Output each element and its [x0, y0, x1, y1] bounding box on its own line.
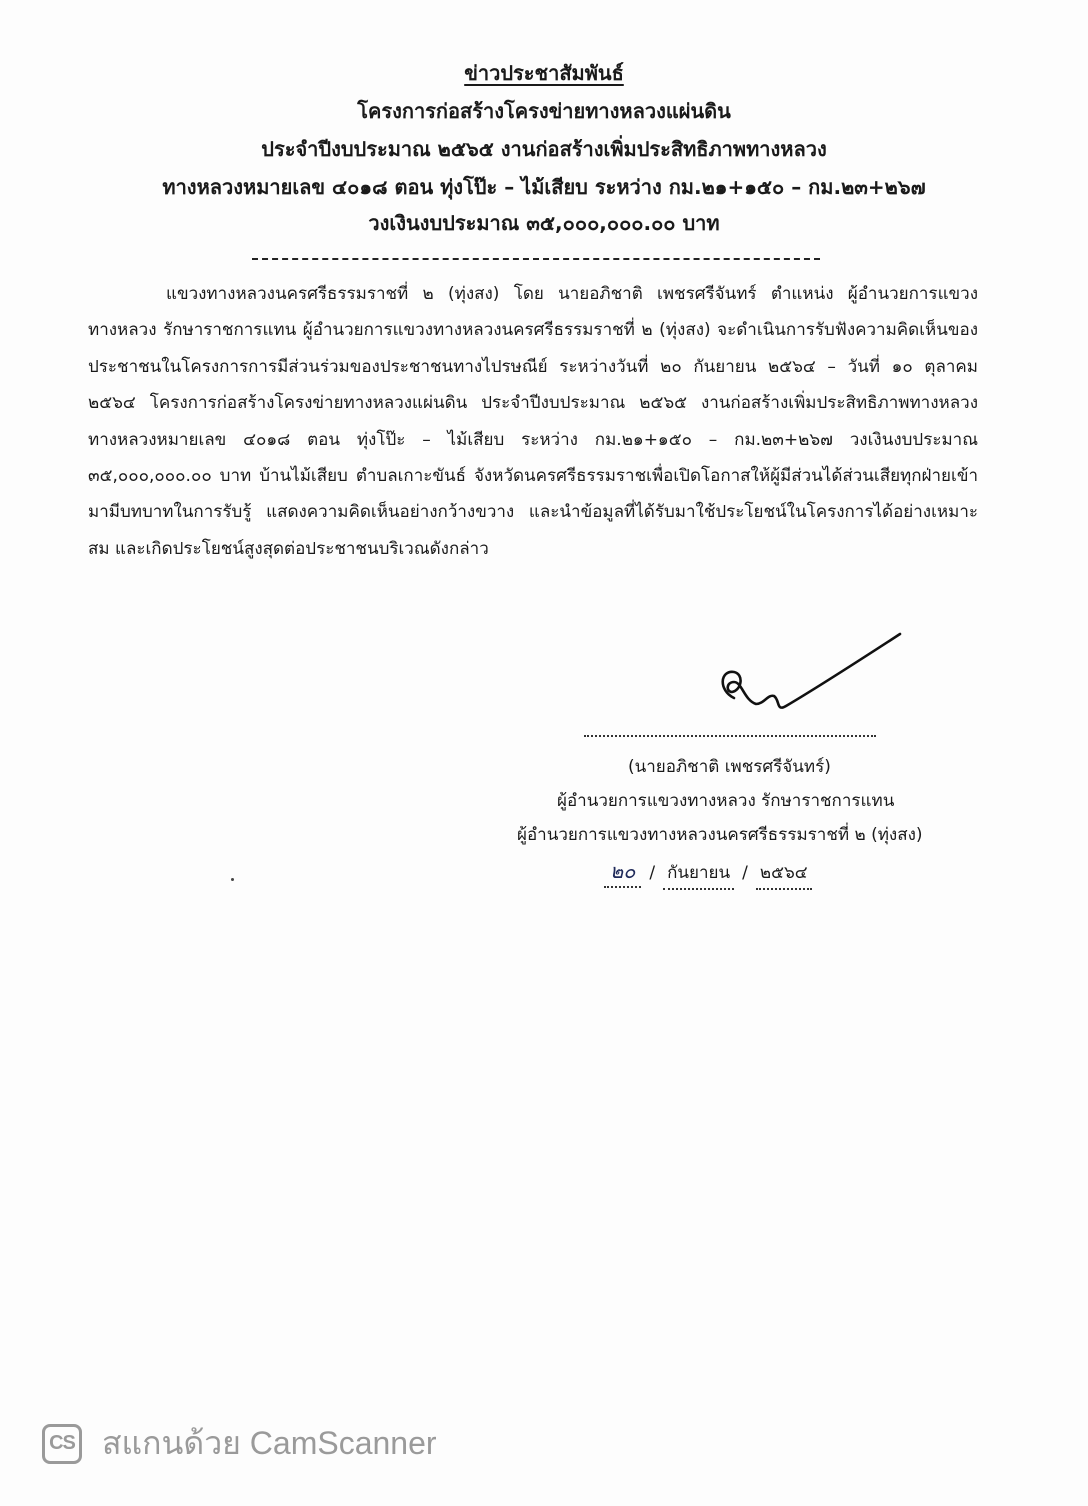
- dashed-divider: [252, 258, 820, 260]
- scan-speck: [231, 878, 234, 881]
- handwritten-signature: [700, 620, 920, 730]
- document-title: ข่าวประชาสัมพันธ์: [464, 61, 624, 85]
- date-year: ๒๕๖๔: [756, 858, 812, 890]
- signatory-name: (นายอภิชาติ เพชรศรีจันทร์): [628, 757, 831, 777]
- budget-line: วงเงินงบประมาณ ๓๕,๐๐๐,๐๐๐.๐๐ บาท: [368, 211, 720, 235]
- camscanner-logo-icon: CS: [42, 1424, 82, 1464]
- signature-date: [604, 856, 812, 890]
- signatory-position: ผู้อำนวยการแขวงทางหลวง รักษาราชการแทน: [557, 791, 895, 811]
- highway-section-line: ทางหลวงหมายเลข ๔๐๑๘ ตอน ทุ่งโป๊ะ – ไม้เสียบ ระหว่าง กม.๒๑+๑๕๐ – กม.๒๓+๒๖๗: [162, 175, 926, 199]
- signature-dotted-line: [584, 735, 876, 737]
- camscanner-watermark: [42, 1418, 437, 1469]
- announcement-paragraph: แขวงทางหลวงนครศรีธรรมราชที่ ๒ (ทุ่งสง) โดย นายอภิชาติ เพชรศรีจันทร์ ตำแหน่ง ผู้อำนวยการแขวงทางหลวง รักษาราชการแทน ผู้อำนวยการแขวงทางหลวงนครศรีธรรมราชที่ ๒ (ทุ่งสง) จะดำเนินการรับฟังความคิดเห็นของประชาชนในโครงการการมีส่วนร่วมของประชาชนทางไปรษณีย์ ระหว่างวันที่ ๒๐ กันยายน ๒๕๖๔ – วันที่ ๑๐ ตุลาคม ๒๕๖๔ โครงการก่อสร้างโครงข่ายทางหลวงแผ่นดิน ประจำปีงบประมาณ ๒๕๖๕ งานก่อสร้างเพิ่มประสิทธิภาพทางหลวง ทางหลวงหมายเลข ๔๐๑๘ ตอน ทุ่งโป๊ะ – ไม้เสียบ ระหว่าง กม.๒๑+๑๕๐ – กม.๒๓+๒๖๗ วงเงินงบประมาณ ๓๕,๐๐๐,๐๐๐.๐๐ บาท บ้านไม้เสียบ ตำบลเกาะขันธ์ จังหวัดนครศรีธรรมราชเพื่อเปิดโอกาสให้ผู้มีส่วนได้ส่วนเสียทุกฝ่ายเข้ามามีบทบาทในการรับรู้ แสดงความคิดเห็นอย่างกว้างขวาง และนำข้อมูลที่ได้รับมาใช้ประโยชน์ในโครงการได้อย่างเหมาะสม และเกิดประโยชน์สูงสุดต่อประชาชนบริเวณดังกล่าว: [88, 284, 978, 559]
- date-separator: /: [649, 863, 656, 883]
- project-title: โครงการก่อสร้างโครงข่ายทางหลวงแผ่นดิน: [357, 99, 731, 123]
- fiscal-year-line: ประจำปีงบประมาณ ๒๕๖๕ งานก่อสร้างเพิ่มประสิทธิภาพทางหลวง: [261, 137, 827, 161]
- signatory-acting-position: ผู้อำนวยการแขวงทางหลวงนครศรีธรรมราชที่ ๒ (ทุ่งสง): [517, 825, 923, 845]
- date-day: ๒๐: [604, 856, 641, 888]
- date-separator-2: /: [742, 863, 748, 883]
- date-month: กันยายน: [663, 858, 734, 890]
- watermark-text: สแกนด้วย CamScanner: [102, 1425, 437, 1461]
